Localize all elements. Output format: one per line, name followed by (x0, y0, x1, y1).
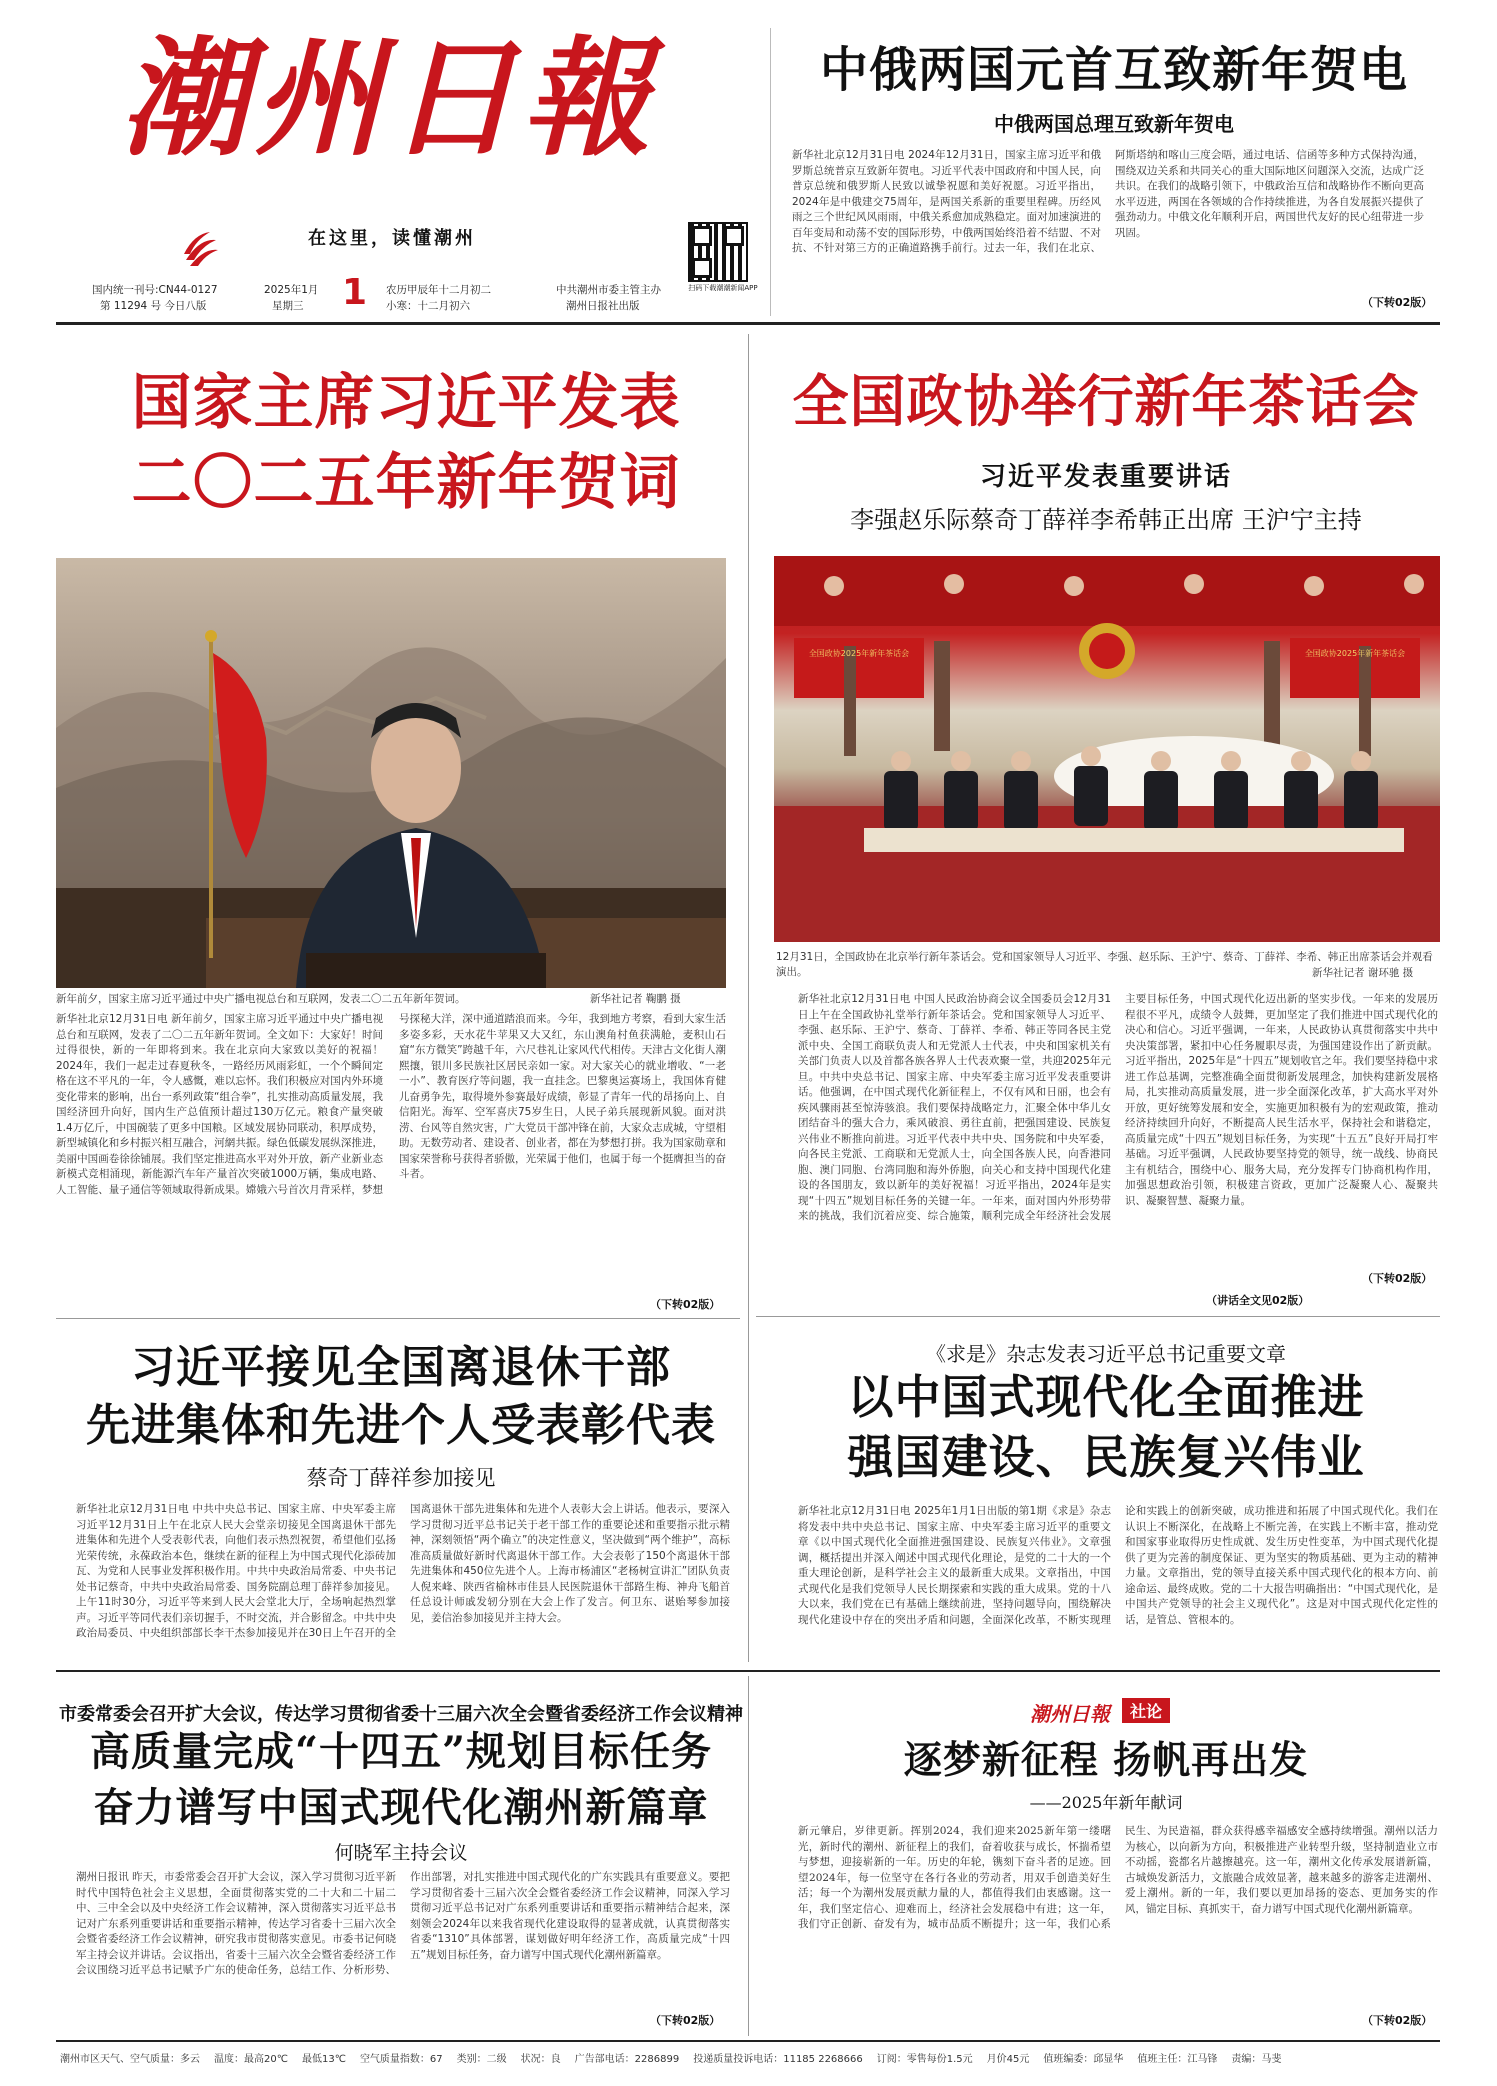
masthead-slogan: 在这里，读懂潮州 (308, 228, 476, 249)
top-story-title[interactable]: 中俄两国元首互致新年贺电 (819, 42, 1408, 98)
editorial-brand: 潮州日報 (1030, 1702, 1110, 1726)
cppcc-photo-caption: 12月31日，全国政协在北京举行新年茶话会。党和国家领导人习近平、李强、赵乐际、王沪宁、蔡奇、丁薛祥、李希、韩正出席茶话会并观看演出。 (776, 951, 1433, 978)
lead-story-jump[interactable]: （下转02版） (650, 1298, 721, 1311)
lead-story-body: 新华社北京12月31日电 新年前夕，国家主席习近平通过中央广播电视总台和互联网，发表了二〇二五年新年贺词。全文如下：大家好！时间过得很快，新的一年即将到来。我在北京向大家致以美好的祝福！2024年，我们一起走过春夏秋冬，一路经历风雨彩虹，一个个瞬间定格在这不平凡的一年，令人感慨，难以忘怀。我们积极应对国内外环境变化带来的影响，出台一系列政策“组合拳”，扎实推动高质量发展，我国经济回升向好，国内生产总值预计超过130万亿元。粮食产量突破1.4万亿斤，中国碗装了更多中国粮。区域发展协同联动，积厚成势，新型城镇化和乡村振兴相互融合，河網共振。绿色低碳发展纵深推进，美丽中国画卷徐徐铺展。我们坚定推进高水平对外开放，新产业新业态新模式竞相涌现，新能源汽车年产量首次突破1000万辆，集成电路、人工智能、量子通信等领域取得新成果。嫦娥六号首次月背采样，梦想号探秘大洋，深中通道踏浪而来。今年，我到地方考察，看到大家生活多姿多彩，天水花牛苹果又大又红，东山澳角村鱼获满舱，麦积山石窟“东方微笑”跨越千年，六尺巷礼让家风代代相传。天津古文化街人潮熙攘，银川多民族社区居民亲如一家。对大家关心的就业增收、“一老一小”、教育医疗等问题，我一直挂念。巴黎奥运赛场上，我国体育健儿奋勇争先，取得境外参赛最好成绩，彰显了青年一代的昂扬向上、自信阳光。海军、空军喜庆75岁生日，人民子弟兵展现新风貌。面对洪涝、台风等自然灾害，广大党员干部冲锋在前，大家众志成城，守望相助。无数劳动者、建设者、创业者，都在为梦想打拼。我为国家勋章和国家荣誉称号获得者骄傲，光荣属于他们，也属于每一个挺膺担当的奋斗者。 (56, 1013, 726, 1196)
top-story-body: 新华社北京12月31日电 2024年12月31日，国家主席习近平和俄罗斯总统普京互致新年贺电。习近平代表中国政府和中国人民，向普京总统和俄罗斯人民致以诚挚祝愿和美好祝愿。习近平指出，2024年是中俄建交75周年，是两国关系新的重要里程碑。历经风雨之三个世纪风风雨雨，中俄关系愈加成熟稳定。面对加速演进的百年变局和动荡不安的国际形势，中俄两国始终沿着不结盟、不对抗、不针对第三方的正确道路携手前行。过去一年，我们在北京、阿斯塔纳和喀山三度会晤，通过电话、信函等多种方式保持沟通，围绕双边关系和共同关心的重大国际地区问题深入交流，达成广泛共识。在我们的战略引领下，中俄政治互信和战略协作不断向更高水平迈进，两国在各领域的合作持续推进，为各自发展振兴提供了强劲动力。中俄文化年顺利开启，两国世代友好的民心纽带进一步巩固。 (792, 149, 1424, 254)
torch-emblem-icon (180, 230, 222, 272)
lead-story-photo (56, 558, 726, 988)
painting-mountains-icon (56, 558, 726, 988)
cppcc-subtitle-1: 习近平发表重要讲话 (979, 462, 1232, 492)
qiushi-body: 新华社北京12月31日电 2025年1月1日出版的第1期《求是》杂志将发表中共中央总书记、国家主席、中央军委主席习近平的重要文章《以中国式现代化全面推进强国建设、民族复兴伟业》。文章强调，概括提出并深入阐述中国式现代化理论，是党的二十大的一个重大理论创新，是科学社会主义的最新重大成果。文章指出，中国式现代化是我们党领导人民长期探索和实践的重大成果。党的十八大以来，我们党在已有基础上继续前进，坚持问题导向，围绕解决现代化建设中存在的突出矛盾和问题，全面深化改革，不断实现理论和实践上的创新突破，成功推进和拓展了中国式现代化。我们在认识上不断深化，在战略上不断完善，在实践上不断丰富，推动党和国家事业取得历史性成就、发生历史性变革，为中国式现代化提供了更为完善的制度保证、更为坚实的物质基础、更为主动的精神力量。文章指出，党的领导直接关系中国式现代化的根本方向、前途命运、最终成败。党的二十大报告明确指出：“中国式现代化，是中国共产党领导的社会主义现代化”。这是对中国式现代化定性的话，是管总、管根本的。 (798, 1505, 1438, 1626)
retiree-title-line-1[interactable]: 习近平接见全国离退休干部 (131, 1342, 671, 1393)
editorial-tag: 社论 (1122, 1698, 1170, 1723)
mid-rule-right (756, 1316, 1440, 1317)
footer-item: 投递质量投诉电话：11185 2268666 (693, 2054, 863, 2065)
top-story-jump[interactable]: （下转02版） (1362, 296, 1433, 309)
footer-bar (60, 2050, 1444, 2065)
city-title-line-2[interactable]: 奋力谱写中国式现代化潮州新篇章 (93, 1784, 709, 1831)
qiushi-kicker: 《求是》杂志发表习近平总书记重要文章 (926, 1342, 1286, 1366)
city-body: 潮州日报讯 昨天，市委常委会召开扩大会议，深入学习贯彻习近平新时代中国特色社会主义思想，全面贯彻落实党的二十大和二十届二中、三中全会以及中央经济工作会议精神，深入贯彻落实习近平总书记对广东系列重要讲话和重要指示精神，传达学习省委十三届六次全会暨省委经济工作会议精神，研究我市贯彻落实意见。市委书记何晓军主持会议并讲话。会议指出，省委十三届六次全会暨省委经济工作会议围绕习近平总书记赋予广东的使命任务，总结工作、分析形势、作出部署，对扎实推进中国式现代化的广东实践具有重要意义。要把学习贯彻省委十三届六次全会暨省委经济工作会议精神，同深入学习贯彻习近平总书记对广东系列重要讲话和重要指示精神结合起来，深刻领会2024年以来我省现代化建设取得的显著成就，认真贯彻落实省委“1310”具体部署，谋划做好明年经济工作，高质量完成“十四五”规划目标任务，奋力谱写中国式现代化潮州新篇章。 (76, 1871, 730, 1976)
retiree-title-line-2[interactable]: 先进集体和先进个人受表彰代表 (86, 1400, 716, 1451)
editorial-title[interactable]: 逐梦新征程 扬帆再出发 (903, 1737, 1309, 1782)
cppcc-banner-left: 全国政协2025年新年茶话会 (808, 649, 910, 658)
publisher-line-1: 中共潮州市委主管主办 (556, 284, 661, 296)
city-kicker: 市委常委会召开扩大会议，传达学习贯彻省委十三届六次全会暨省委经济工作会议精神 (59, 1704, 743, 1725)
editorial-jump[interactable]: （下转02版） (1362, 2014, 1433, 2027)
footer-item: 类别：二级 (456, 2054, 507, 2065)
newspaper-logo: 潮州日報 (120, 24, 657, 174)
cppcc-subtitle-2: 李强赵乐际蔡奇丁薛祥李希韩正出席 王沪宁主持 (850, 506, 1362, 534)
editorial-subtitle: ——2025年新年献词 (1029, 1793, 1183, 1812)
center-column-divider (748, 334, 749, 1662)
city-jump[interactable]: （下转02版） (650, 2014, 721, 2027)
footer-item: 潮州市区天气、空气质量：多云 (60, 2054, 200, 2065)
mid-rule-left (56, 1318, 740, 1319)
tea-party-scene-icon (774, 556, 1440, 942)
footer-item: 责编：马斐 (1231, 2054, 1282, 2065)
footer-item: 月价45元 (986, 2054, 1030, 2065)
footer-item: 值班编委：邱显华 (1043, 2054, 1124, 2065)
footer-item: 值班主任：江马锋 (1137, 2054, 1218, 2065)
footer-item: 广告部电话：2286899 (574, 2054, 680, 2065)
cppcc-body: 新华社北京12月31日电 中国人民政治协商会议全国委员会12月31日上午在全国政协礼堂举行新年茶话会。党和国家领导人习近平、李强、赵乐际、王沪宁、蔡奇、丁薛祥、李希、韩正等同各民主党派中央、全国工商联负责人和无党派人士代表，中央和国家机关有关部门负责人以及首都各族各界人士代表欢聚一堂，共迎2025年元旦。中共中央总书记、国家主席、中央军委主席习近平发表重要讲话。他强调，在中国式现代化新征程上，不仅有风和日丽，也会有疾风骤雨甚至惊涛骇浪。我们要保持战略定力，汇聚全体中华儿女团结奋斗的强大合力，乘风破浪、勇往直前，把强国建设、民族复兴伟业不断推向前进。习近平代表中共中央、国务院和中央军委，向各民主党派、工商联和无党派人士，向全国各族人民，向香港同胞、澳门同胞、台湾同胞和海外侨胞，向关心和支持中国现代化建设的各国朋友，致以新年的美好祝福！习近平指出，2024年是实现“十四五”规划目标任务的关键一年。一年来，面对国内外形势带来的挑战，我们沉着应变、综合施策，顺利完成全年经济社会发展主要目标任务，中国式现代化迈出新的坚实步伐。一年来的发展历程很不平凡，成绩令人鼓舞，更加坚定了我们推进中国式现代化的决心和信心。习近平强调，一年来，人民政协认真贯彻落实中共中央决策部署，紧扣中心任务履职尽责，为强国建设作出了新贡献。习近平指出，2025年是“十四五”规划收官之年。我们要坚持稳中求进工作总基调，完整准确全面贯彻新发展理念，加快构建新发展格局，扎实推动高质量发展，进一步全面深化改革，扩大高水平对外开放，更好统筹发展和安全，实施更加积极有为的宏观政策，推动经济持续回升向好，不断提高人民生活水平，保持社会和谐稳定，高质量完成“十四五”规划目标任务，为实现“十五五”良好开局打牢基础。习近平强调，人民政协要坚持党的领导，统一战线、协商民主有机结合，围绕中心、服务大局，充分发挥专门协商机构作用，加强思想政治引领，积极建言资政，更加广泛凝聚人心、凝聚共识、凝聚智慧、凝聚力量。 (798, 993, 1438, 1222)
retiree-subtitle: 蔡奇丁薛祥参加接见 (306, 1466, 496, 1490)
cppcc-banner-right: 全国政协2025年新年茶话会 (1304, 649, 1406, 658)
cppcc-photo-credit: 新华社记者 谢环驰 摄 (1312, 967, 1414, 979)
qr-caption: 扫码下载潮潮新闻APP (688, 284, 758, 292)
footer-item: 状况：良 (520, 2054, 561, 2065)
lead-story-title-line-2[interactable]: 二〇二五年新年贺词 (131, 448, 681, 518)
qiushi-title-line-1[interactable]: 以中国式现代化全面推进 (847, 1370, 1365, 1424)
issn-line-1: 国内统一刊号:CN44-0127 (92, 284, 218, 296)
cppcc-photo (774, 556, 1440, 942)
masthead-divider (770, 28, 771, 316)
qiushi-title-line-2[interactable]: 强国建设、民族复兴伟业 (847, 1430, 1365, 1484)
footer-item: 最低13℃ (301, 2054, 346, 2065)
footer-item: 订阅：零售每份1.5元 (876, 2054, 973, 2065)
lead-story-photo-caption: 新年前夕，国家主席习近平通过中央广播电视总台和互联网，发表二〇二五年新年贺词。 (56, 993, 466, 1005)
bottom-column-divider (748, 1676, 749, 2036)
footer-item: 空气质量指数：67 (359, 2054, 443, 2065)
top-story-subtitle: 中俄两国总理互致新年贺电 (994, 112, 1234, 136)
bottom-section-rule (56, 1670, 1440, 1672)
masthead-rule (56, 322, 1440, 325)
lunar-line-2: 小寒：十二月初六 (386, 300, 470, 312)
retiree-body: 新华社北京12月31日电 中共中央总书记、国家主席、中央军委主席习近平12月31日上午在北京人民大会堂亲切接见全国离退休干部先进集体和先进个人受表彰代表，向他们表示热烈祝贺，希望他们弘扬光荣传统，永葆政治本色，继续在新的征程上为中国式现代化添砖加瓦、为党和人民事业发挥积极作用。中共中央政治局常委、中央书记处书记蔡奇，中共中央政治局常委、国务院副总理丁薛祥参加接见。上午11时30分，习近平等来到人民大会堂北大厅，全场响起热烈掌声。习近平等同代表们亲切握手，不时交流，并合影留念。中共中央政治局委员、中央组织部部长李干杰参加接见并在30日上午召开的全国离退休干部先进集体和先进个人表彰大会上讲话。他表示，要深入学习贯彻习近平总书记关于老干部工作的重要论述和重要指示批示精神，深刻领悟“两个确立”的决定性意义，坚决做到“两个维护”，高标准高质量做好新时代离退休干部工作。大会表彰了150个离退休干部先进集体和450位先进个人。上海市杨浦区“老杨树宣讲汇”团队负责人倪来峰、陕西省榆林市佳县人民医院退休干部路生梅、神舟飞船首任总设计师戚发轫分别在大会上作了发言。何卫东、谌贻琴参加接见，姜信治参加接见并主持大会。 (76, 1503, 730, 1639)
qr-code[interactable] (688, 222, 748, 282)
editorial-body: 新元肇启，岁律更新。挥别2024，我们迎来2025新年第一缕曙光，新时代的潮州、新征程上的我们，奋着收获与成长，怀揣希望与梦想，迎接崭新的一年。历史的年轮，镌刻下奋斗者的足迹。回望2024年，每一位坚守在各行各业的劳动者，用双手创造美好生活；每一个为潮州发展贡献力量的人，都值得我们由衷感谢。这一年，我们坚定信心、迎难而上，经济社会发展稳中有进；这一年，我们守正创新、奋发有为，城市品质不断提升；这一年，我们心系民生、为民造福，群众获得感幸福感安全感持续增强。潮州以活力为核心，以向新为方向，积极推进产业转型升级，坚持制造业立市不动摇，瓷都名片越擦越亮。这一年，潮州文化传承发展谱新篇，古城焕发新活力，文旅融合成效显著，越来越多的游客走进潮州、爱上潮州。新的一年，我们要以更加昂扬的姿态、更加务实的作风，锚定目标、真抓实干，奋力谱写中国式现代化潮州新篇章。 (798, 1825, 1438, 1930)
date-line-1: 2025年1月 (264, 284, 319, 296)
city-title-line-1[interactable]: 高质量完成“十四五”规划目标任务 (89, 1728, 712, 1775)
lead-story-title-line-1[interactable]: 国家主席习近平发表 (131, 368, 681, 438)
day-number: 1 (342, 272, 368, 313)
date-line-2: 星期三 (272, 300, 304, 312)
cppcc-jump[interactable]: （下转02版） (1362, 1272, 1433, 1285)
lunar-line-1: 农历甲辰年十二月初二 (386, 284, 491, 296)
publisher-line-2: 潮州日报社出版 (566, 300, 640, 312)
cppcc-note[interactable]: （讲话全文见02版） (1206, 1294, 1310, 1307)
footer-item: 温度：最高20℃ (214, 2054, 288, 2065)
footer-rule (56, 2040, 1440, 2042)
issn-line-2: 第 11294 号 今日八版 (100, 300, 207, 312)
cppcc-title[interactable]: 全国政协举行新年茶话会 (792, 369, 1420, 435)
lead-story-photo-credit: 新华社记者 鞠鹏 摄 (590, 993, 681, 1005)
city-subtitle: 何晓军主持会议 (334, 1842, 468, 1864)
